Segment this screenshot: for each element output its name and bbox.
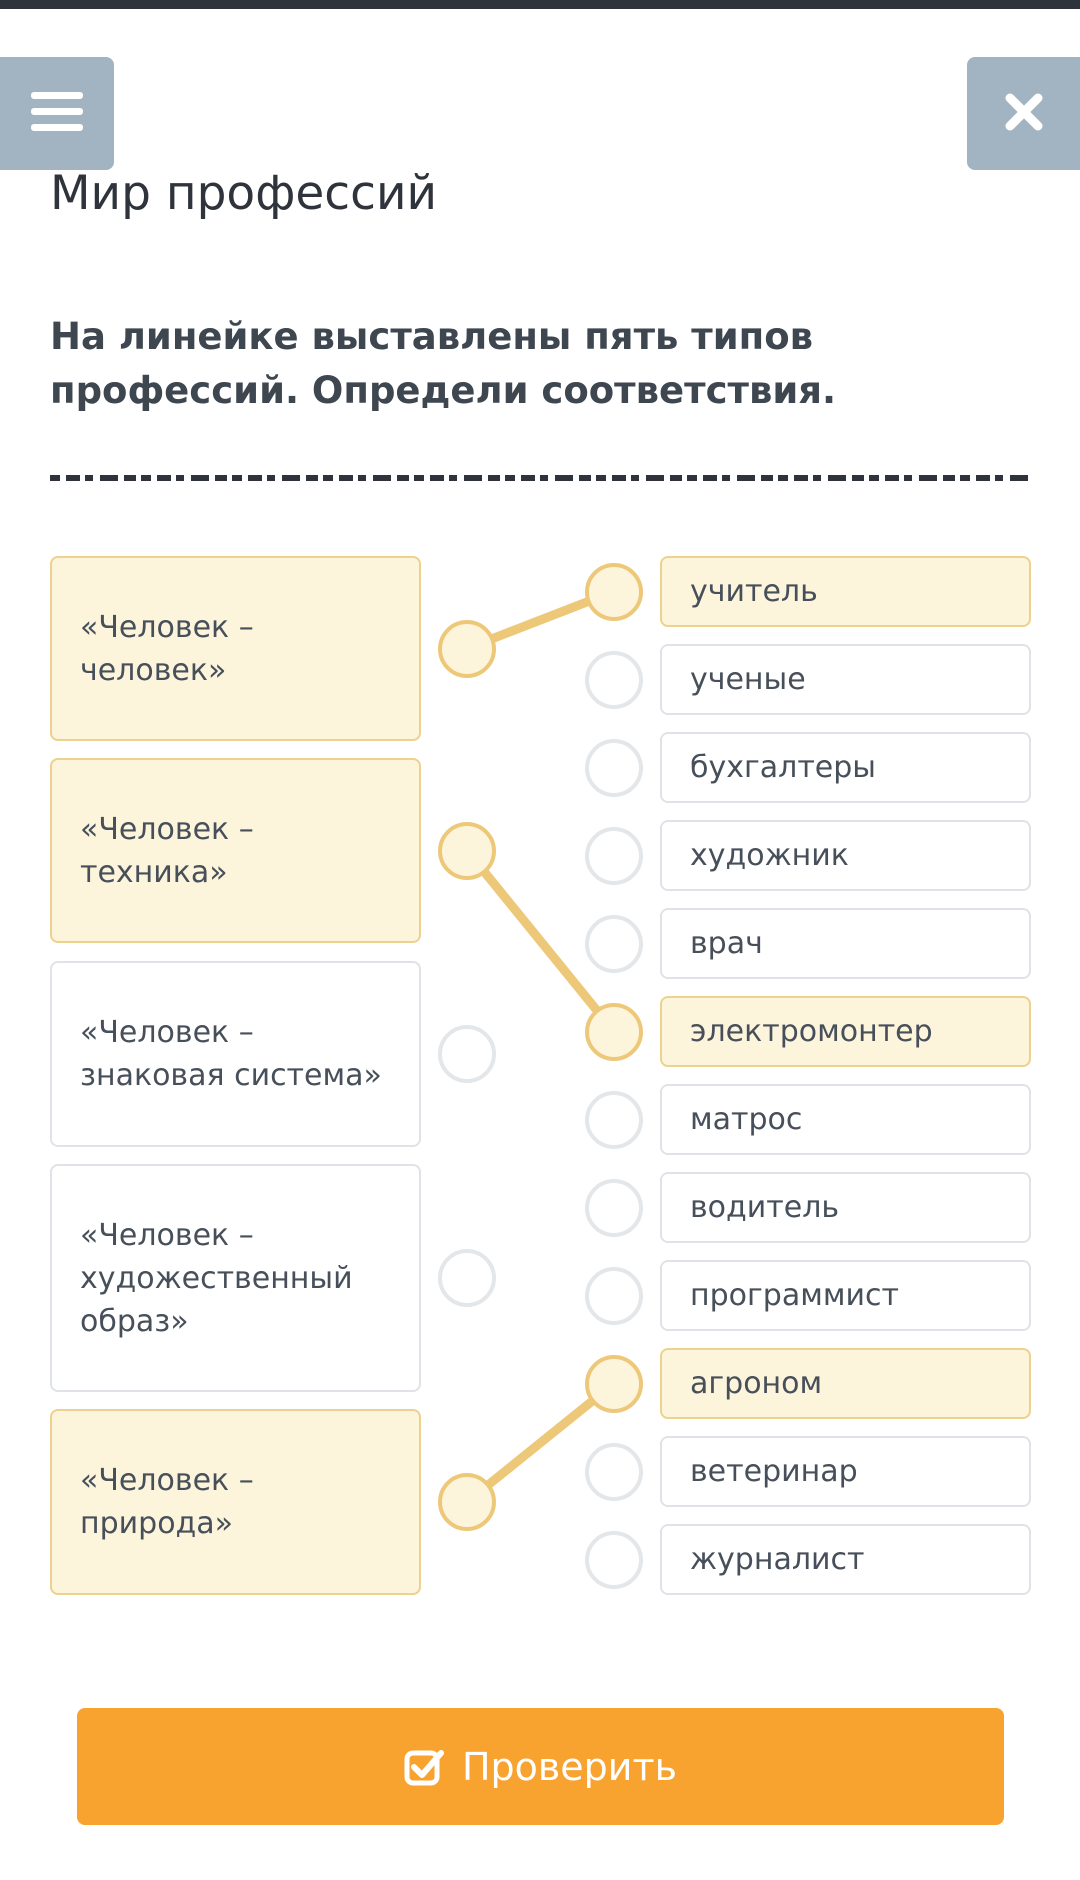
right-card-label: журналист	[690, 1542, 865, 1577]
left-connector[interactable]	[438, 620, 496, 678]
right-card[interactable]	[660, 1260, 1031, 1331]
right-connector[interactable]	[585, 1531, 643, 1589]
right-card-label: врач	[690, 926, 763, 961]
left-card[interactable]	[50, 1164, 421, 1392]
right-connector[interactable]	[585, 827, 643, 885]
left-connector[interactable]	[438, 1473, 496, 1531]
right-connector[interactable]	[585, 915, 643, 973]
right-card-label: матрос	[690, 1102, 803, 1137]
right-card[interactable]	[660, 644, 1031, 715]
right-card[interactable]	[660, 556, 1031, 627]
left-connector[interactable]	[438, 1249, 496, 1307]
right-card-label: программист	[690, 1278, 899, 1313]
right-card-label: электромонтер	[690, 1014, 933, 1049]
left-card-label: «Человек – человек»	[80, 609, 254, 688]
right-card-label: художник	[690, 838, 849, 873]
check-button[interactable]	[77, 1708, 1004, 1825]
checkbox-check-icon	[404, 1747, 444, 1787]
left-card[interactable]	[50, 1409, 421, 1595]
right-card-label: учитель	[690, 574, 818, 609]
right-card[interactable]	[660, 732, 1031, 803]
right-card-label: агроном	[690, 1366, 823, 1401]
left-card[interactable]	[50, 758, 421, 943]
left-card-label: «Человек – техника»	[80, 811, 254, 890]
right-card-label: ветеринар	[690, 1454, 858, 1489]
right-card-label: водитель	[690, 1190, 840, 1225]
right-card[interactable]	[660, 820, 1031, 891]
left-card[interactable]	[50, 961, 421, 1147]
right-connector[interactable]	[585, 1091, 643, 1149]
right-card-label: ученые	[690, 662, 806, 697]
right-card[interactable]	[660, 1524, 1031, 1595]
right-connector[interactable]	[585, 1179, 643, 1237]
right-card[interactable]	[660, 1436, 1031, 1507]
left-card-label: «Человек – природа»	[80, 1463, 254, 1541]
question-text: На линейке выставлены пять типов профессий. Определи соответствия.	[50, 315, 837, 412]
right-connector[interactable]	[585, 1267, 643, 1325]
right-connector[interactable]	[585, 739, 643, 797]
check-button-label: Проверить	[461, 1744, 678, 1789]
left-connector[interactable]	[438, 822, 496, 880]
right-card[interactable]	[660, 1348, 1031, 1419]
left-card-label: «Человек – художественный образ»	[80, 1217, 353, 1339]
right-connector[interactable]	[585, 1443, 643, 1501]
right-card-label: бухгалтеры	[690, 750, 876, 785]
page-title: Мир профессий	[50, 166, 438, 221]
right-card[interactable]	[660, 1084, 1031, 1155]
right-card[interactable]	[660, 996, 1031, 1067]
right-card[interactable]	[660, 1172, 1031, 1243]
left-card-label: «Человек – знаковая система»	[80, 1015, 382, 1093]
left-card[interactable]	[50, 556, 421, 741]
left-connector[interactable]	[438, 1025, 496, 1083]
right-card[interactable]	[660, 908, 1031, 979]
right-connector[interactable]	[585, 651, 643, 709]
right-connector[interactable]	[585, 1003, 643, 1061]
right-connector[interactable]	[585, 563, 643, 621]
right-connector[interactable]	[585, 1355, 643, 1413]
